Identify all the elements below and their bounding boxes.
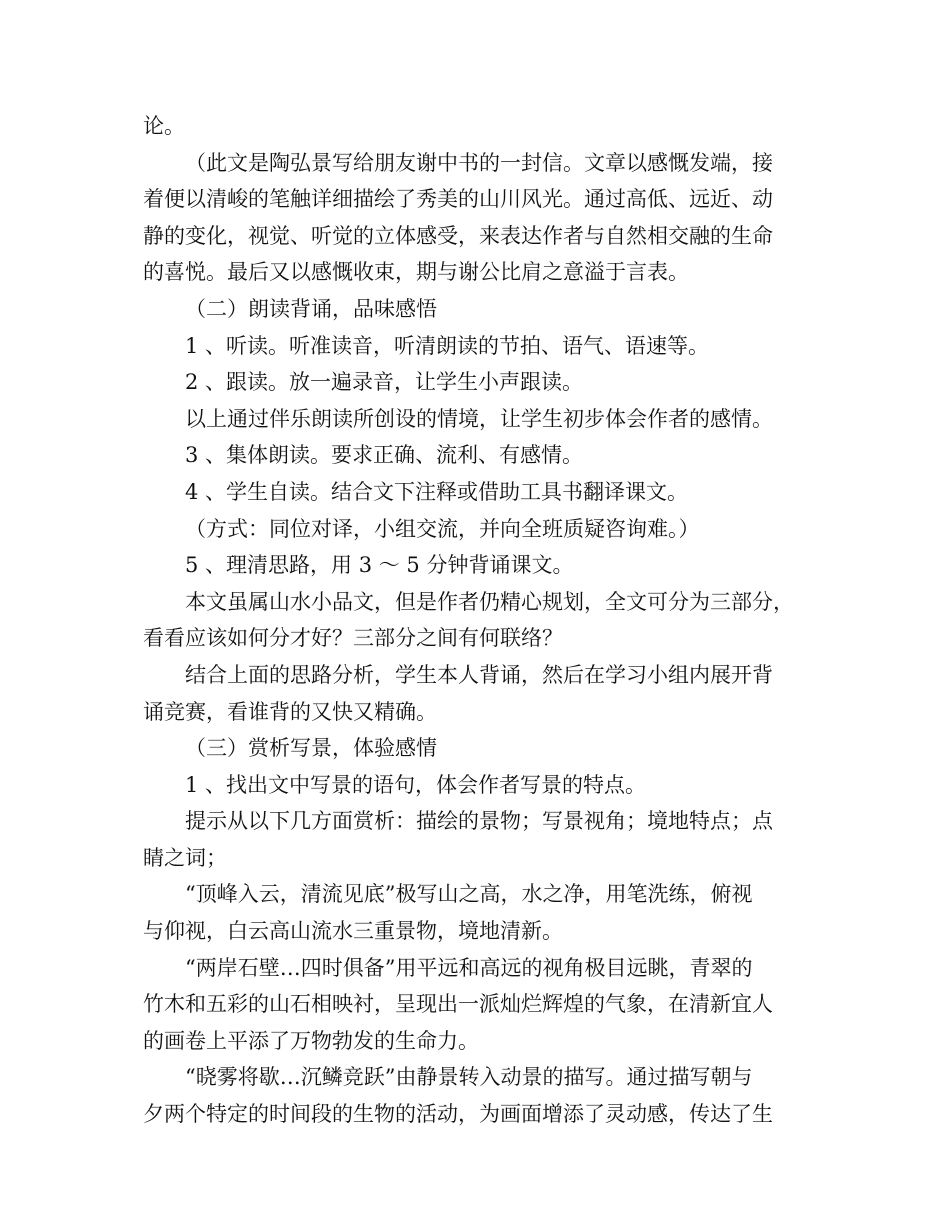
text-line: 4 、学生自读。结合文下注释或借助工具书翻译课文。 — [185, 479, 689, 504]
text-line: “两岸石壁…四时俱备”用平远和高远的视角极目远眺，青翠的 — [185, 955, 753, 980]
text-line: 静的变化，视觉、听觉的立体感受，来表达作者与自然相交融的生命 — [143, 223, 773, 248]
text-line: 5 、理清思路，用 3 ～ 5 分钟背诵课文。 — [185, 553, 574, 578]
text-line: 论。 — [143, 114, 185, 138]
text-line: 诵竞赛，看谁背的又快又精确。 — [143, 699, 437, 724]
text-line: 看看应该如何分才好？三部分之间有何联络？ — [143, 626, 563, 651]
text-line: 着便以清峻的笔触详细描绘了秀美的山川风光。通过高低、远近、动 — [143, 187, 773, 212]
text-line: 1 、找出文中写景的语句，体会作者写景的特点。 — [185, 772, 647, 797]
text-line: 的画卷上平添了万物勃发的生命力。 — [143, 1028, 479, 1053]
section-heading: （三）赏析写景，体验感情 — [185, 736, 437, 761]
text-line: 的喜悦。最后又以感慨收束，期与谢公比肩之意溢于言表。 — [143, 260, 689, 285]
text-line: 夕两个特定的时间段的生物的活动，为画面增添了灵动感，传达了生 — [143, 1102, 773, 1127]
text-line: “顶峰入云，清流见底”极写山之高，水之净，用笔洗练，俯视 — [185, 882, 753, 907]
text-line: 与仰视，白云高山流水三重景物，境地清新。 — [143, 919, 563, 944]
text-line: 本文虽属山水小品文，但是作者仍精心规划，全文可分为三部分， — [185, 589, 794, 614]
text-line: （此文是陶弘景写给朋友谢中书的一封信。文章以感慨发端，接 — [185, 150, 773, 175]
section-heading: （二）朗读背诵，品味感悟 — [185, 296, 437, 321]
document-body — [143, 108, 823, 1133]
text-line: 结合上面的思路分析，学生本人背诵，然后在学习小组内展开背 — [185, 662, 773, 687]
text-line: 以上通过伴乐朗读所创设的情境，让学生初步体会作者的感情。 — [185, 406, 773, 431]
text-line: 3 、集体朗读。要求正确、流利、有感情。 — [185, 443, 584, 468]
text-line: 1 、听读。听准读音，听清朗读的节拍、语气、语速等。 — [185, 333, 710, 358]
text-line: （方式：同位对译，小组交流，并向全班质疑咨询难。） — [185, 516, 700, 541]
text-line: 竹木和五彩的山石相映衬，呈现出一派灿烂辉煌的气象，在清新宜人 — [143, 992, 773, 1017]
text-line: 2 、跟读。放一遍录音，让学生小声跟读。 — [185, 370, 584, 395]
text-line: “晓雾将歇…沉鳞竞跃”由静景转入动景的描写。通过描写朝与 — [185, 1065, 753, 1090]
text-line: 提示从以下几方面赏析：描绘的景物；写景视角；境地特点；点 — [185, 809, 773, 834]
text-line: 睛之词； — [143, 845, 227, 870]
